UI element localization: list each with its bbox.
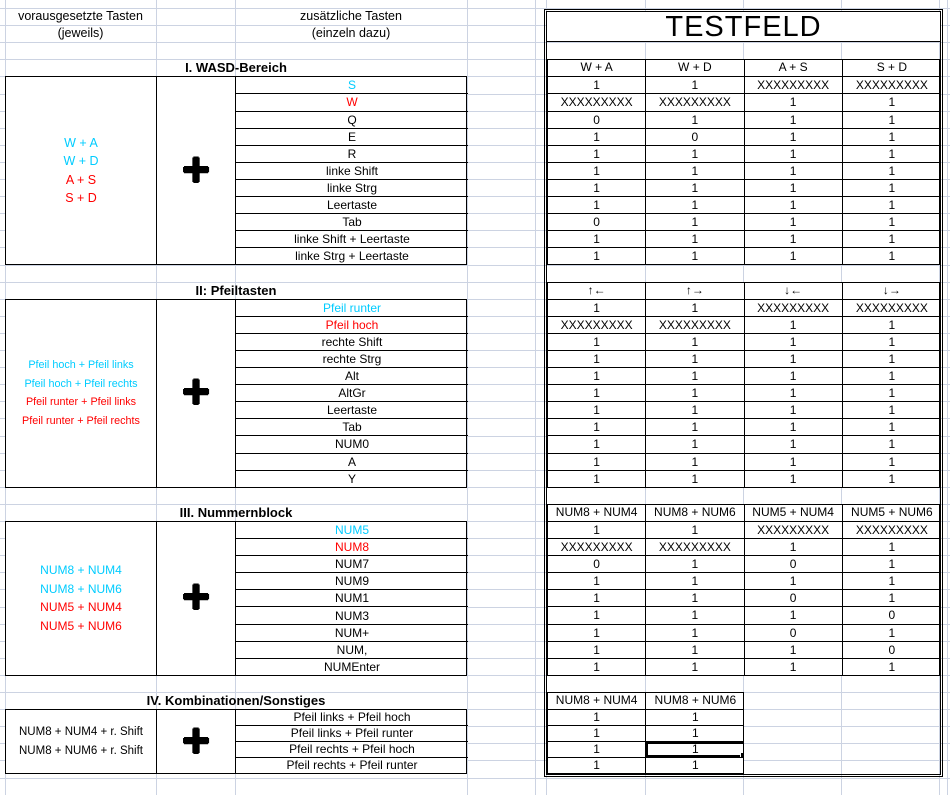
added-key-cell[interactable]: linke Shift + Leertaste [236, 231, 468, 248]
result-cell[interactable]: 1 [745, 231, 843, 248]
added-key-cell[interactable]: rechte Strg [236, 351, 468, 368]
result-cell[interactable]: 1 [745, 659, 843, 676]
test-column-header-cell[interactable]: W + D [646, 60, 744, 77]
result-cell[interactable]: 1 [745, 607, 843, 624]
result-cell[interactable]: 1 [646, 710, 743, 726]
result-cell[interactable]: 1 [745, 436, 843, 453]
result-cell[interactable]: 0 [843, 642, 940, 659]
added-key-cell[interactable]: NUMEnter [323, 659, 380, 674]
added-key-cell[interactable]: E [236, 129, 468, 146]
precondition-label: NUM8 + NUM4 + r. Shift [19, 726, 143, 739]
result-cell[interactable]: 1 [843, 129, 940, 146]
added-key-cell[interactable]: A [236, 454, 468, 471]
result-cell[interactable]: 1 [843, 436, 940, 453]
result-cell[interactable]: 1 [646, 590, 744, 607]
result-cell[interactable]: 1 [745, 180, 843, 197]
result-cell[interactable]: 1 [646, 556, 744, 573]
result-cell[interactable]: 1 [548, 163, 646, 180]
result-cell[interactable]: XXXXXXXXX [843, 300, 940, 317]
added-key-cell[interactable]: NUM+ [236, 625, 468, 642]
result-cell[interactable]: 1 [548, 419, 646, 436]
result-cell[interactable]: 1 [745, 94, 843, 111]
plus-sign: + [181, 143, 211, 197]
result-cell[interactable]: 0 [548, 556, 646, 573]
result-cell[interactable]: 1 [843, 231, 940, 248]
plus-cell[interactable] [157, 522, 236, 675]
precondition-label: NUM5 + NUM6 [40, 618, 122, 633]
section-title-cell[interactable]: II: Pfeiltasten [195, 282, 277, 298]
result-cell[interactable]: 0 [745, 556, 843, 573]
precondition-label: NUM8 + NUM6 [40, 581, 122, 596]
added-key-cell[interactable]: rechte Shift [236, 334, 468, 351]
precondition-label: S + D [65, 191, 97, 206]
added-key-cell[interactable]: AltGr [236, 385, 468, 402]
result-cell[interactable]: 1 [745, 112, 843, 129]
result-cell[interactable]: 1 [646, 231, 744, 248]
test-column-header-cell[interactable]: ↑← [548, 283, 646, 300]
result-cell[interactable]: XXXXXXXXX [843, 522, 940, 539]
precondition-label: NUM5 + NUM4 [40, 600, 122, 615]
result-cell[interactable]: 1 [888, 471, 896, 486]
result-cell[interactable]: 1 [646, 163, 744, 180]
added-key-cell[interactable]: Pfeil links + Pfeil hoch [236, 710, 468, 726]
result-cell[interactable]: 1 [548, 590, 646, 607]
added-key-cell[interactable]: NUM, [236, 642, 468, 659]
required-keys-title[interactable]: vorausgesetzte Tasten [18, 9, 143, 23]
result-cell[interactable]: 1 [843, 146, 940, 163]
additional-keys-subtitle[interactable]: (einzeln dazu) [311, 26, 391, 41]
result-cell[interactable]: XXXXXXXXX [548, 94, 646, 111]
added-keys-column [236, 522, 468, 675]
result-cell[interactable]: 1 [745, 539, 843, 556]
result-cell[interactable]: 1 [646, 419, 744, 436]
keys-box [5, 709, 467, 774]
added-key-cell[interactable]: Y [347, 471, 356, 486]
precondition-label: Pfeil hoch + Pfeil links [28, 359, 134, 372]
result-cell[interactable]: 0 [646, 129, 744, 146]
result-cell[interactable]: 1 [548, 334, 646, 351]
added-key-cell[interactable]: W [236, 94, 468, 111]
result-cell[interactable]: 1 [646, 471, 744, 488]
result-cell[interactable]: 1 [745, 402, 843, 419]
added-key-cell[interactable]: Tab [236, 214, 468, 231]
added-keys-column [236, 77, 468, 264]
result-cell[interactable]: 1 [843, 539, 940, 556]
test-column-header-cell[interactable]: S + D [843, 60, 940, 77]
result-cell[interactable]: 1 [843, 112, 940, 129]
preconditions-cell[interactable] [6, 77, 157, 264]
result-cell[interactable]: 1 [646, 334, 744, 351]
test-column-header-cell[interactable]: ↓→ [843, 283, 940, 300]
result-cell[interactable]: 1 [646, 522, 744, 539]
plus-sign: + [181, 714, 211, 768]
result-cell[interactable]: 1 [745, 454, 843, 471]
keys-box [5, 521, 467, 676]
result-cell[interactable]: 1 [548, 368, 646, 385]
plus-sign: + [181, 571, 211, 625]
added-key-cell[interactable]: linke Strg [236, 180, 468, 197]
result-cell[interactable]: 1 [843, 180, 940, 197]
added-key-cell[interactable]: Q [236, 112, 468, 129]
testfeld-section-table [547, 692, 744, 774]
added-key-cell[interactable]: NUM9 [236, 573, 468, 590]
result-cell[interactable]: 1 [646, 607, 744, 624]
result-cell[interactable]: 1 [843, 625, 940, 642]
testfeld-title-cell[interactable]: TESTFELD [547, 12, 940, 42]
test-column-header-cell[interactable]: NUM8 + NUM4 [548, 693, 646, 710]
result-cell[interactable]: 1 [745, 471, 843, 488]
result-cell[interactable]: 1 [548, 231, 646, 248]
precondition-label: Pfeil hoch + Pfeil rechts [24, 377, 138, 390]
result-cell[interactable]: 1 [646, 197, 744, 214]
added-keys-column [236, 300, 468, 487]
result-cell[interactable]: XXXXXXXXX [646, 539, 744, 556]
result-cell[interactable]: 0 [548, 214, 646, 231]
precondition-label: Pfeil runter + Pfeil rechts [22, 414, 140, 427]
result-cell[interactable]: 1 [646, 385, 744, 402]
section-title-cell[interactable]: I. WASD-Bereich [185, 60, 287, 76]
result-cell[interactable]: 1 [646, 642, 744, 659]
result-cell[interactable]: 1 [548, 742, 646, 758]
result-cell[interactable]: 1 [745, 334, 843, 351]
result-cell[interactable]: XXXXXXXXX [745, 77, 843, 94]
plus-sign: + [181, 366, 211, 420]
test-column-header-cell[interactable]: ↑→ [646, 283, 744, 300]
precondition-label: NUM8 + NUM6 + r. Shift [19, 744, 143, 757]
test-column-header-cell[interactable]: W + A [548, 60, 646, 77]
added-key-cell[interactable]: NUM5 [236, 522, 468, 539]
result-cell[interactable]: 1 [745, 197, 843, 214]
added-key-cell[interactable]: S [236, 77, 468, 94]
testfeld-section-table [547, 504, 940, 676]
test-column-header-cell[interactable]: NUM5 + NUM6 [843, 505, 940, 522]
added-keys-column [236, 710, 468, 773]
precondition-label: W + A [64, 135, 98, 150]
added-key-cell[interactable]: NUM7 [236, 556, 468, 573]
precondition-label: W + D [63, 154, 99, 169]
result-cell[interactable]: 1 [548, 197, 646, 214]
result-cell[interactable]: 1 [843, 573, 940, 590]
result-cell[interactable]: 1 [843, 334, 940, 351]
result-cell[interactable]: 1 [745, 248, 843, 265]
added-key-cell[interactable]: NUM0 [236, 436, 468, 453]
plus-cell[interactable] [157, 300, 236, 487]
result-cell[interactable]: XXXXXXXXX [843, 77, 940, 94]
added-key-cell[interactable]: Alt [236, 368, 468, 385]
added-key-cell[interactable]: Pfeil rechts + Pfeil hoch [236, 742, 468, 758]
added-key-cell[interactable]: Leertaste [236, 197, 468, 214]
result-cell[interactable]: 1 [745, 419, 843, 436]
added-key-cell[interactable]: NUM1 [236, 590, 468, 607]
testfeld-section-table [547, 59, 940, 265]
result-cell[interactable]: 1 [646, 112, 744, 129]
plus-cell[interactable] [157, 77, 236, 264]
precondition-label: Pfeil runter + Pfeil links [25, 396, 137, 409]
preconditions-cell[interactable] [6, 300, 157, 487]
preconditions-cell[interactable] [6, 522, 157, 675]
selected-result-cell[interactable]: 1 [646, 742, 743, 758]
result-cell[interactable]: 0 [745, 590, 843, 607]
result-cell[interactable]: 1 [646, 300, 744, 317]
result-cell[interactable]: 1 [646, 248, 744, 265]
result-cell[interactable]: 1 [843, 402, 940, 419]
result-cell[interactable]: 1 [888, 659, 896, 674]
result-cell[interactable]: 1 [745, 129, 843, 146]
result-cell[interactable]: 1 [548, 710, 646, 726]
result-cell[interactable]: 1 [843, 454, 940, 471]
required-keys-subtitle[interactable]: (jeweils) [57, 26, 104, 41]
result-cell[interactable]: 1 [548, 436, 646, 453]
added-key-cell[interactable]: Pfeil runter [236, 300, 468, 317]
result-cell[interactable]: XXXXXXXXX [548, 539, 646, 556]
added-key-cell[interactable]: linke Strg + Leertaste [295, 249, 409, 264]
result-cell[interactable]: 1 [843, 197, 940, 214]
result-cell[interactable]: 1 [548, 454, 646, 471]
result-cell[interactable]: 1 [548, 522, 646, 539]
result-cell[interactable]: XXXXXXXXX [745, 300, 843, 317]
result-cell[interactable]: 1 [745, 214, 843, 231]
result-cell[interactable]: 1 [646, 726, 743, 742]
result-cell[interactable]: 1 [745, 385, 843, 402]
result-cell[interactable]: 1 [548, 758, 646, 774]
result-cell[interactable]: 1 [646, 146, 744, 163]
keys-box [5, 76, 467, 265]
result-cell[interactable]: 1 [745, 642, 843, 659]
result-cell[interactable]: 1 [843, 214, 940, 231]
test-column-header-cell[interactable]: NUM8 + NUM4 [548, 505, 646, 522]
result-cell[interactable]: 1 [548, 351, 646, 368]
result-cell[interactable]: 1 [745, 573, 843, 590]
result-cell[interactable]: 1 [646, 214, 744, 231]
section-title-cell[interactable]: III. Nummernblock [179, 504, 293, 520]
added-key-cell[interactable]: linke Shift [236, 163, 468, 180]
grid-line [947, 0, 948, 795]
result-cell[interactable]: 1 [646, 625, 744, 642]
result-cell[interactable]: 1 [888, 249, 896, 264]
result-cell[interactable]: 1 [548, 471, 646, 488]
testfeld-section-table [547, 282, 940, 488]
result-cell[interactable]: XXXXXXXXX [646, 317, 744, 334]
plus-cell[interactable] [157, 710, 236, 773]
result-cell[interactable]: 1 [745, 163, 843, 180]
result-cell[interactable]: 1 [646, 436, 744, 453]
result-cell[interactable]: 1 [843, 317, 940, 334]
result-cell[interactable]: 1 [548, 659, 646, 676]
test-column-header-cell[interactable]: NUM5 + NUM4 [745, 505, 843, 522]
result-cell[interactable]: 1 [548, 146, 646, 163]
result-cell[interactable]: 1 [843, 368, 940, 385]
result-cell[interactable]: 1 [646, 368, 744, 385]
additional-keys-title[interactable]: zusätzliche Tasten [300, 9, 402, 23]
added-key-cell[interactable]: Pfeil hoch [236, 317, 468, 334]
result-cell[interactable]: 1 [843, 590, 940, 607]
result-cell[interactable]: 1 [646, 77, 744, 94]
result-cell[interactable]: 1 [548, 642, 646, 659]
result-cell[interactable]: 1 [843, 94, 940, 111]
keys-box [5, 299, 467, 488]
result-cell[interactable]: 1 [548, 625, 646, 642]
result-cell[interactable]: 1 [548, 385, 646, 402]
result-cell[interactable]: 1 [548, 573, 646, 590]
result-cell[interactable]: 1 [548, 300, 646, 317]
result-cell[interactable]: 0 [843, 607, 940, 624]
result-cell[interactable]: XXXXXXXXX [646, 94, 744, 111]
test-column-header-cell[interactable]: NUM8 + NUM6 [646, 505, 744, 522]
added-key-cell[interactable]: R [236, 146, 468, 163]
section-title-cell[interactable]: IV. Kombinationen/Sonstiges [146, 693, 326, 708]
precondition-label: A + S [65, 172, 97, 187]
result-cell[interactable]: 1 [745, 351, 843, 368]
precondition-label: NUM8 + NUM4 [40, 563, 122, 578]
added-key-cell[interactable]: Leertaste [236, 402, 468, 419]
preconditions-cell[interactable] [6, 710, 157, 773]
result-cell[interactable]: 1 [548, 607, 646, 624]
test-column-header-cell[interactable]: ↓← [745, 283, 843, 300]
result-cell[interactable]: 0 [745, 625, 843, 642]
result-cell[interactable]: 1 [843, 385, 940, 402]
result-cell[interactable]: 1 [745, 368, 843, 385]
result-cell[interactable]: 1 [745, 146, 843, 163]
result-cell[interactable]: XXXXXXXXX [548, 317, 646, 334]
result-cell[interactable]: 1 [548, 180, 646, 197]
grid-line [0, 778, 950, 779]
result-cell[interactable]: 1 [843, 419, 940, 436]
testfeld-table [544, 9, 943, 777]
result-cell[interactable]: 1 [548, 77, 646, 94]
result-cell[interactable]: 1 [843, 351, 940, 368]
result-cell[interactable]: 1 [548, 726, 646, 742]
result-cell[interactable]: 1 [548, 402, 646, 419]
result-cell[interactable]: 1 [548, 129, 646, 146]
result-cell[interactable]: 1 [843, 556, 940, 573]
result-cell[interactable]: 1 [646, 454, 744, 471]
result-cell[interactable]: 1 [692, 758, 699, 773]
result-cell[interactable]: 1 [646, 180, 744, 197]
result-cell[interactable]: XXXXXXXXX [745, 522, 843, 539]
test-column-header-cell[interactable]: NUM8 + NUM6 [646, 693, 743, 710]
added-key-cell[interactable]: NUM3 [236, 608, 468, 625]
result-cell[interactable]: 1 [646, 573, 744, 590]
test-column-header-cell[interactable]: A + S [745, 60, 843, 77]
result-cell[interactable]: 1 [548, 248, 646, 265]
result-cell[interactable]: 1 [843, 163, 940, 180]
result-cell[interactable]: 1 [646, 402, 744, 419]
result-cell[interactable]: 1 [646, 659, 744, 676]
result-cell[interactable]: 0 [548, 112, 646, 129]
result-cell[interactable]: 1 [646, 351, 744, 368]
added-key-cell[interactable]: Pfeil rechts + Pfeil runter [286, 758, 418, 773]
added-key-cell[interactable]: NUM8 [236, 539, 468, 556]
added-key-cell[interactable]: Tab [236, 419, 468, 436]
added-key-cell[interactable]: Pfeil links + Pfeil runter [236, 726, 468, 742]
grid-line [535, 0, 536, 795]
testfeld-table-body [547, 12, 940, 774]
result-cell[interactable]: 1 [745, 317, 843, 334]
